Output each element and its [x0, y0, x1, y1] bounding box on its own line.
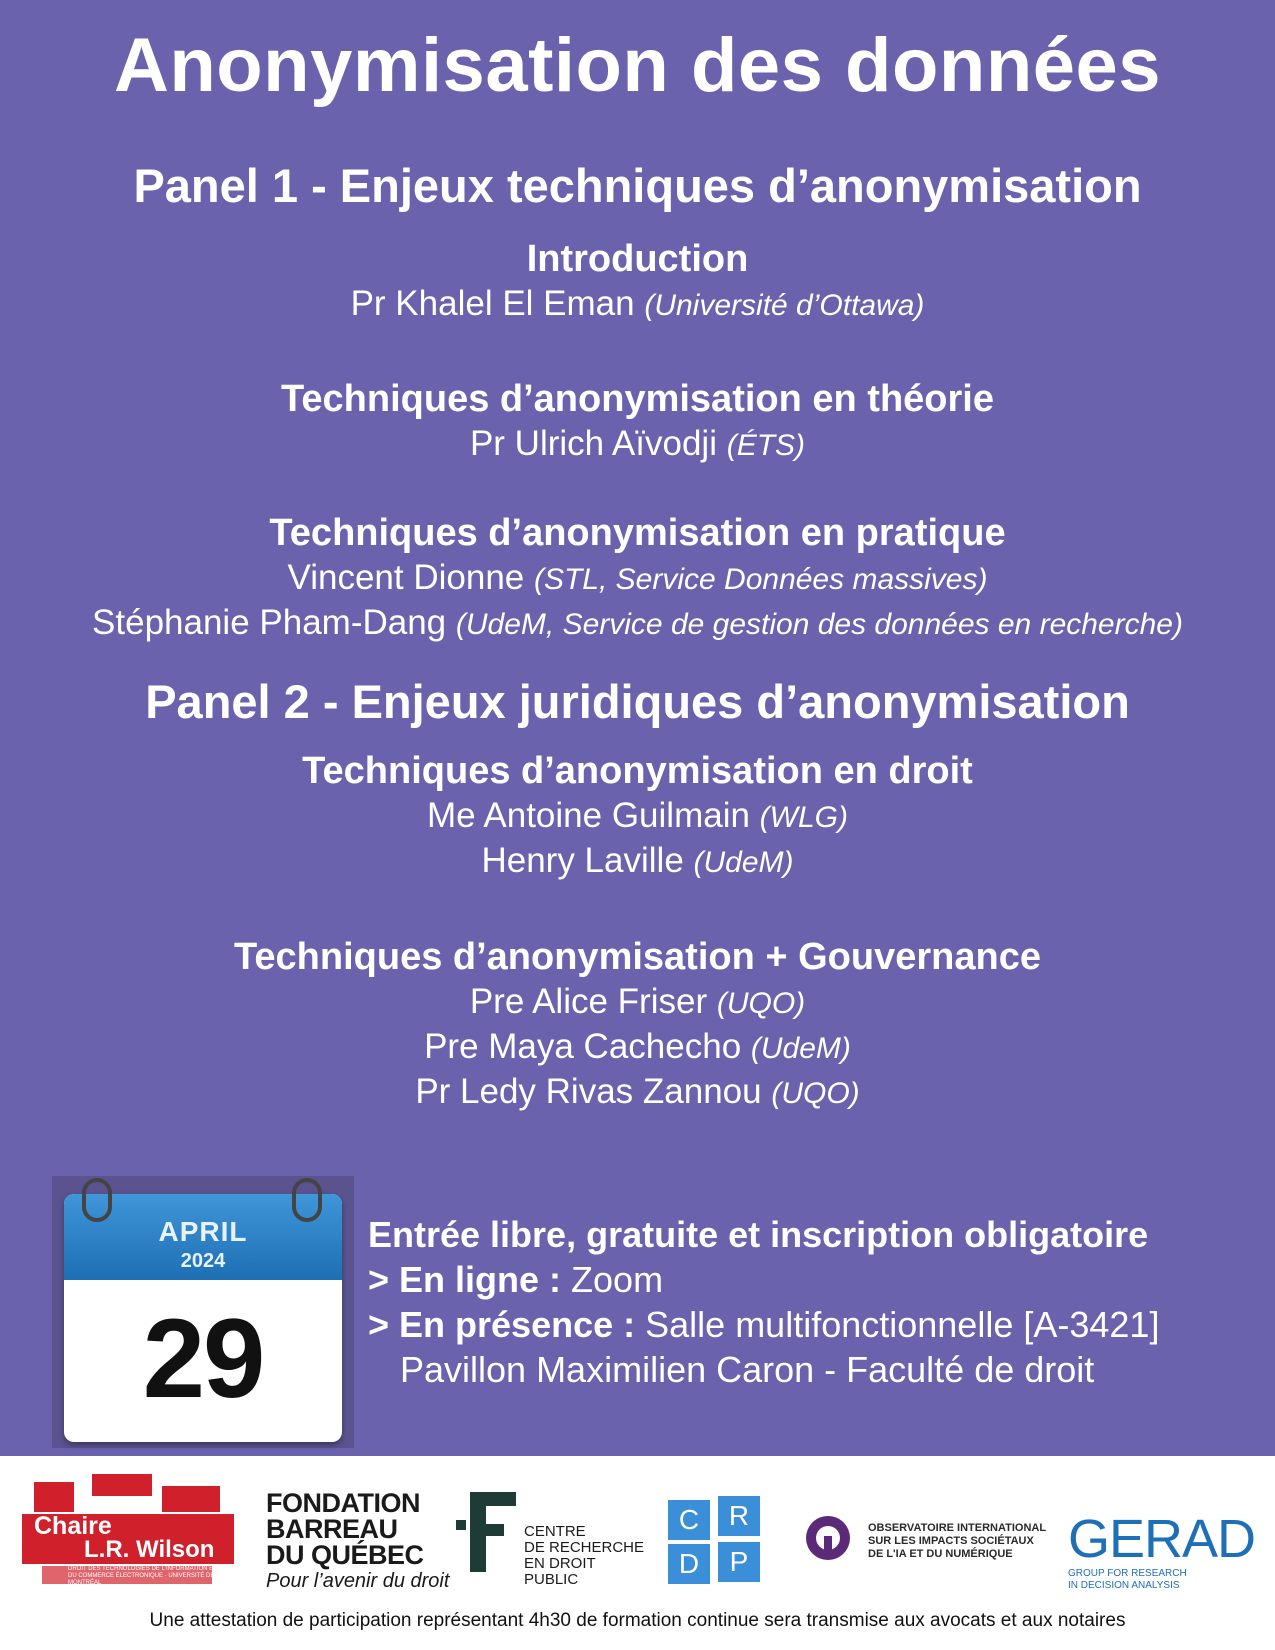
online-label: > En ligne :: [368, 1259, 562, 1300]
speaker-affiliation: (UdeM): [693, 846, 794, 879]
observatoire-logo: [806, 1516, 1047, 1576]
session-introduction-title: Introduction: [526, 238, 749, 280]
speaker-name: Vincent Dionne: [287, 558, 525, 597]
fondation-f-icon: [456, 1492, 516, 1572]
speaker-line: [0, 603, 1275, 643]
speaker-name: Pre Maya Cachecho: [424, 1027, 742, 1066]
poster-title: Anonymisation des données: [113, 23, 1162, 108]
speaker-affiliation: (UQO): [716, 987, 806, 1020]
speaker-affiliation: (STL, Service Données massives): [533, 563, 988, 596]
online-value: Zoom: [571, 1259, 664, 1300]
speaker-name: Pr Ulrich Aïvodji: [469, 424, 717, 463]
speaker-affiliation: (WLG): [759, 801, 848, 834]
speaker-line: [0, 796, 1275, 836]
fondation-text: FONDATION: [266, 1488, 420, 1518]
logo-pixel: [92, 1474, 152, 1496]
chaire-text: Chaire: [34, 1512, 112, 1540]
event-info: [368, 1212, 1258, 1392]
gerad-sub: IN DECISION ANALYSIS: [1068, 1580, 1180, 1591]
speaker-line: [0, 982, 1275, 1022]
sponsor-logos: [0, 1456, 1275, 1606]
speaker-name: Pre Alice Friser: [469, 982, 708, 1021]
footnote: Une attestation de participation représentant 4h30 de formation continue sera transmise aux avocats et aux notaires: [149, 1610, 1126, 1631]
session-pratique-title: Techniques d’anonymisation en pratique: [269, 512, 1006, 554]
crdp-line: DE RECHERCHE: [524, 1539, 645, 1556]
logo-pixel: [34, 1482, 74, 1512]
fondation-text: DU QUÉBEC: [266, 1540, 424, 1570]
calendar-page: [64, 1194, 342, 1442]
speaker-name: Henry Laville: [481, 841, 684, 880]
calendar-day: 29: [142, 1296, 264, 1421]
onsite-value-2: Pavillon Maximilien Caron - Faculté de droit: [400, 1349, 1095, 1390]
observatoire-text: [868, 1522, 1046, 1561]
panel-1-heading: Panel 1 - Enjeux techniques d’anonymisation: [133, 159, 1142, 212]
obs-line: DE L'IA ET DU NUMÉRIQUE: [868, 1548, 1013, 1560]
calendar-year: 2024: [180, 1250, 226, 1272]
speaker-name: Stéphanie Pham-Dang: [92, 603, 447, 642]
calendar-icon: [52, 1176, 354, 1448]
speaker-line: [0, 424, 1275, 464]
crdp-letter: P: [718, 1542, 760, 1582]
crdp-line: EN DROIT: [524, 1555, 596, 1572]
chaire-text: L.R. Wilson: [84, 1536, 215, 1563]
speaker-line: [0, 1027, 1275, 1067]
logo-pixel: [162, 1486, 220, 1512]
gerad-sub: GROUP FOR RESEARCH: [1068, 1568, 1187, 1579]
crdp-letter: R: [718, 1496, 760, 1536]
gerad-word: GERAD: [1068, 1509, 1256, 1569]
fondation-tagline: Pour l’avenir du droit: [266, 1570, 450, 1592]
speaker-affiliation: (ÉTS): [726, 429, 806, 462]
calendar-ring-icon: [82, 1178, 112, 1222]
speaker-line: [0, 284, 1275, 324]
info-headline: Entrée libre, gratuite et inscription obligatoire: [368, 1214, 1149, 1255]
speaker-affiliation: (UdeM, Service de gestion des données en recherche): [455, 608, 1183, 641]
crdp-text-logo: [524, 1524, 654, 1588]
speaker-line: [0, 558, 1275, 598]
crdp-line: PUBLIC: [524, 1571, 579, 1588]
chaire-small-text: DROIT DES TECHNOLOGIES DE L'INFORMATION ET DU COMMERCE ÉLECTRONIQUE · UNIVERSITÉ DE MONTRÉAL: [68, 1566, 217, 1586]
crdp-letter: C: [668, 1500, 710, 1540]
crdp-letter: D: [668, 1544, 710, 1584]
info-onsite: [368, 1302, 1258, 1347]
session-gouvernance-title: Techniques d’anonymisation + Gouvernance: [234, 936, 1041, 978]
panel-2-heading: Panel 2 - Enjeux juridiques d’anonymisation: [145, 675, 1130, 728]
info-online: [368, 1257, 1258, 1302]
speaker-affiliation: (UdeM): [750, 1032, 851, 1065]
speaker-name: Pr Khalel El Eman: [350, 284, 635, 323]
crdp-line: CENTRE: [524, 1523, 586, 1540]
speaker-name: Me Antoine Guilmain: [426, 796, 750, 835]
obs-line: SUR LES IMPACTS SOCIÉTAUX: [868, 1535, 1034, 1547]
onsite-value: Salle multifonctionnelle [A-3421]: [645, 1304, 1160, 1345]
speaker-line: [0, 841, 1275, 881]
speaker-affiliation: (Université d’Ottawa): [644, 289, 925, 322]
calendar-ring-icon: [292, 1178, 322, 1222]
calendar-month: APRIL: [158, 1216, 248, 1247]
onsite-label: > En présence :: [368, 1304, 636, 1345]
speaker-line: [0, 1072, 1275, 1112]
session-theorie-title: Techniques d’anonymisation en théorie: [281, 378, 994, 420]
speaker-affiliation: (UQO): [771, 1077, 860, 1110]
crdp-squares-logo: [668, 1496, 762, 1584]
obs-line: OBSERVATOIRE INTERNATIONAL: [868, 1522, 1047, 1534]
fondation-text: BARREAU: [266, 1514, 398, 1544]
chaire-wilson-logo: [22, 1474, 234, 1592]
gerad-logo: [1068, 1509, 1258, 1594]
speaker-name: Pr Ledy Rivas Zannou: [415, 1072, 762, 1111]
session-droit-title: Techniques d’anonymisation en droit: [302, 750, 973, 792]
observatoire-icon: [806, 1516, 850, 1560]
fondation-barreau-logo: [266, 1490, 516, 1600]
